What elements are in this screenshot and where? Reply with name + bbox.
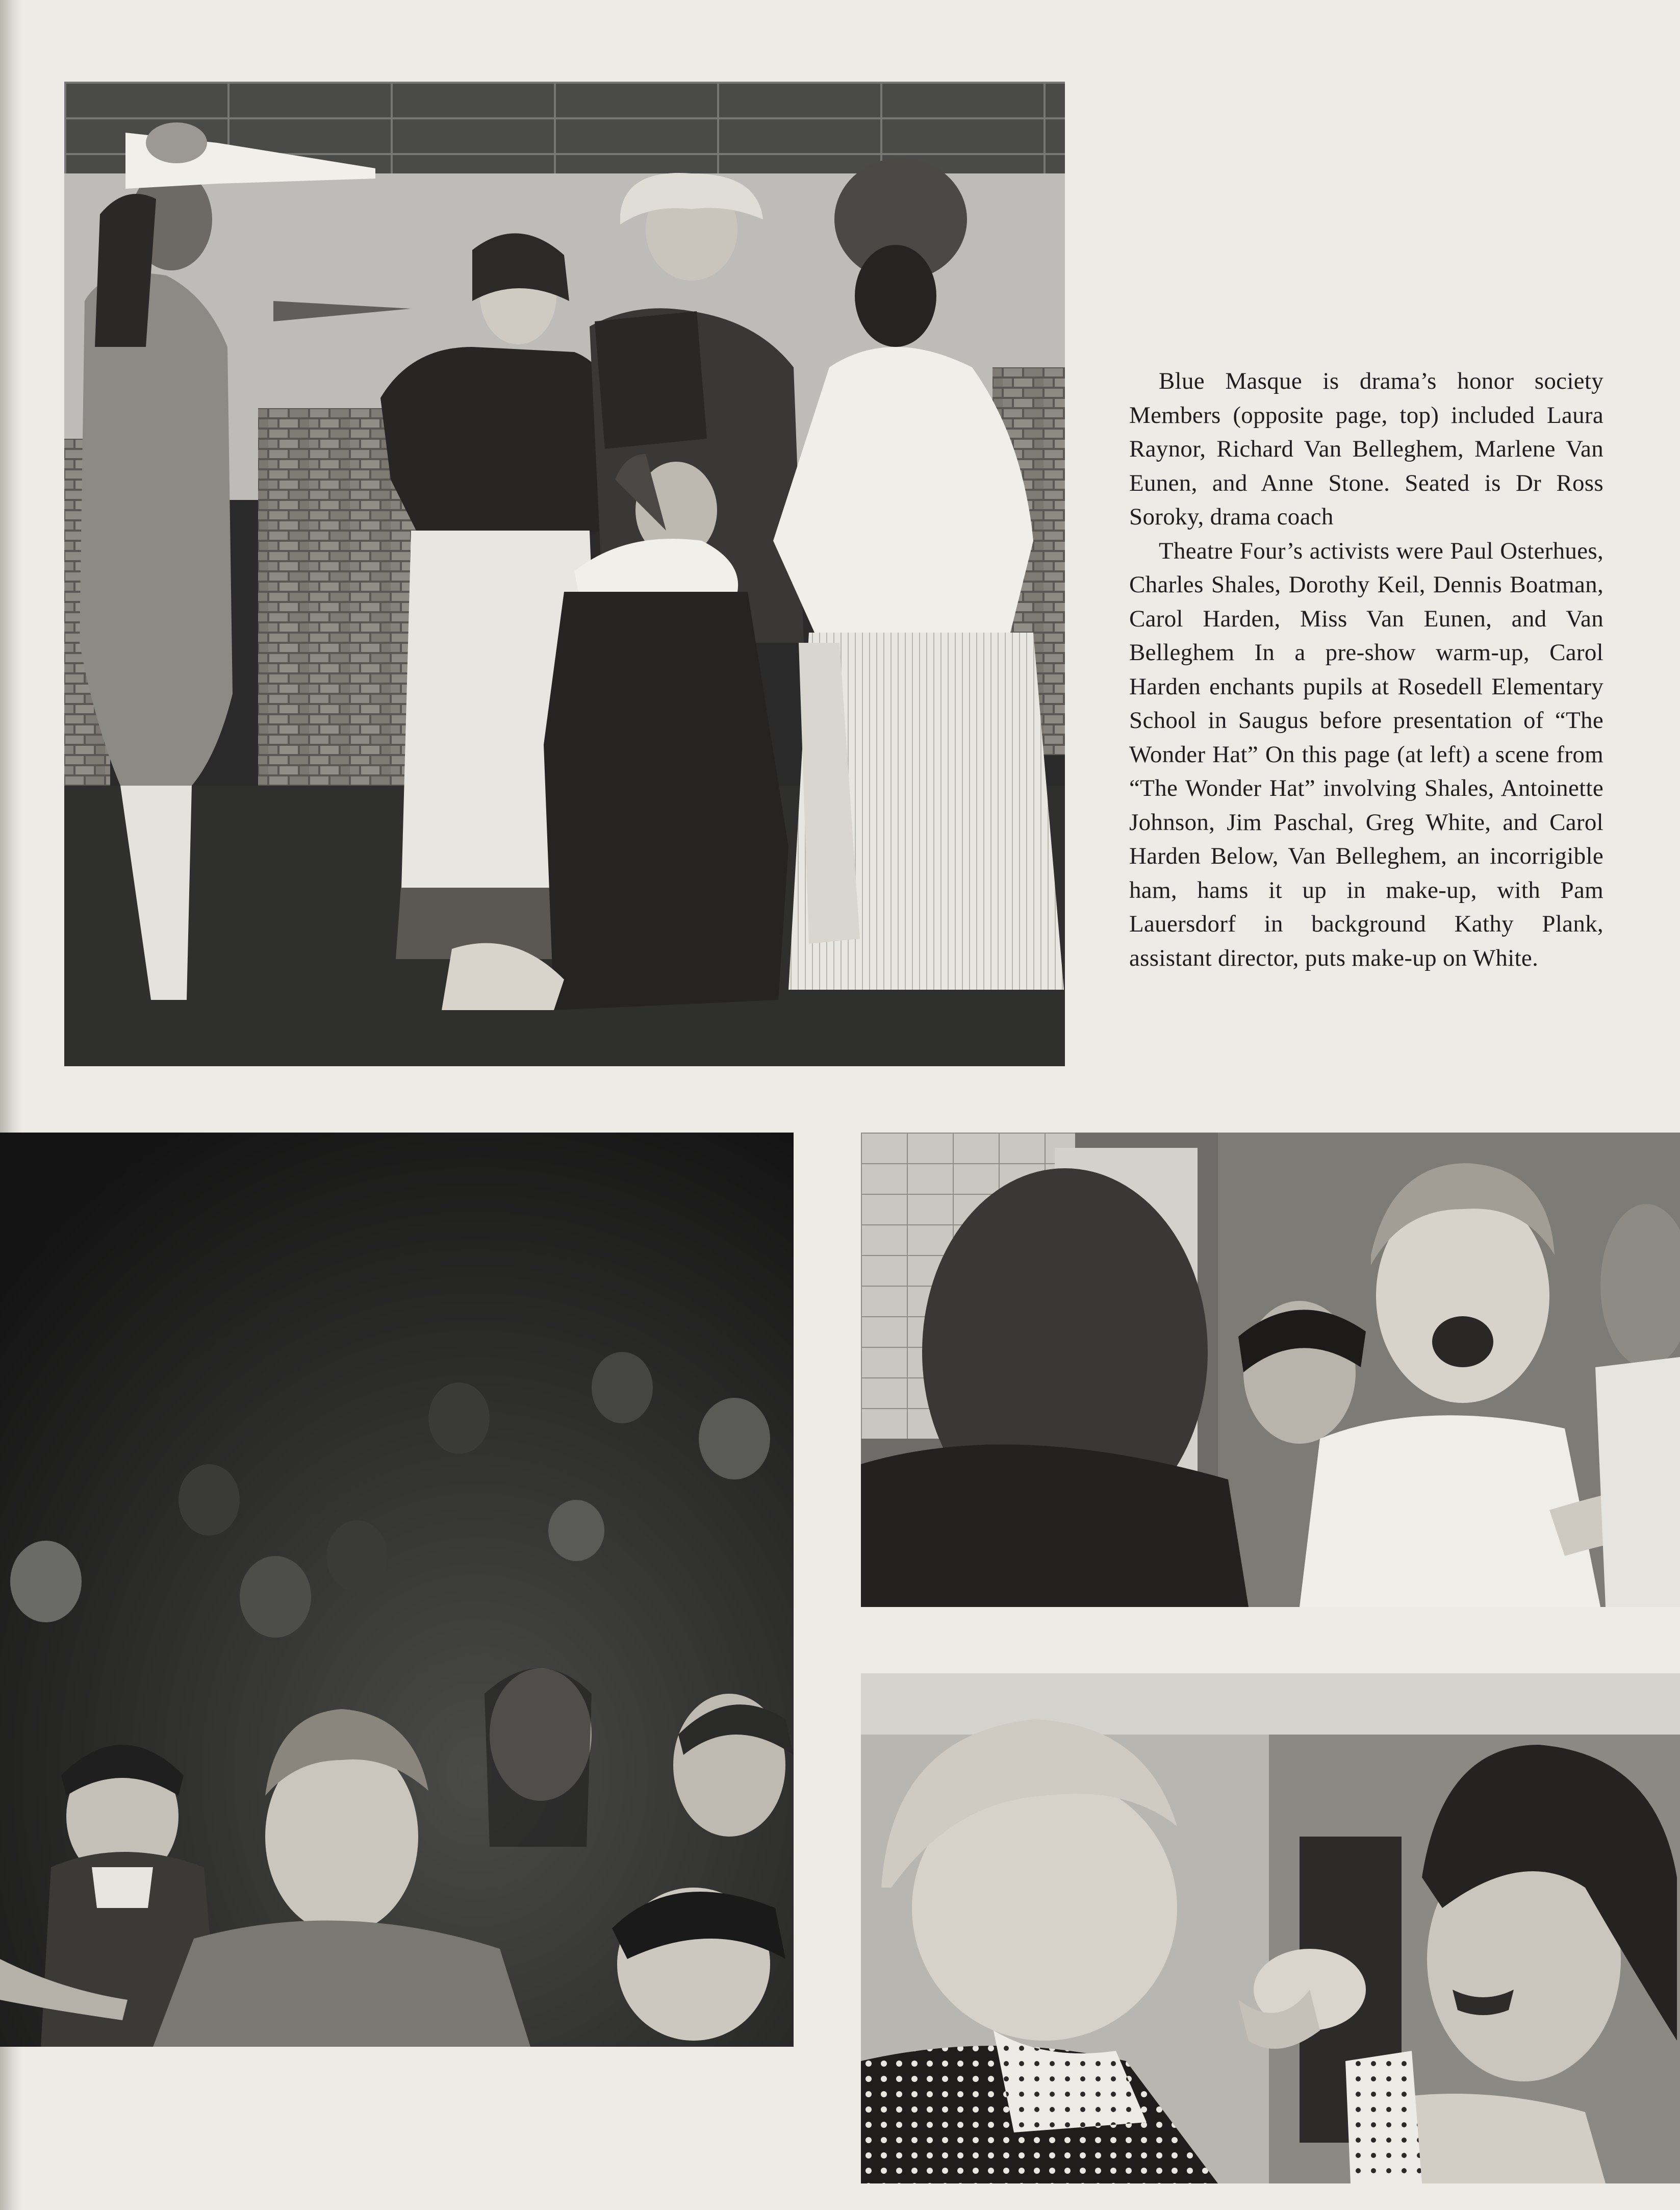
photo-makeup-laugh [861,1133,1680,1607]
photo-makeup-apply [861,1673,1680,2183]
caption-paragraph: Blue Masque is drama’s honor society Members (opposite page, top) included Laura Raynor, Richard Van Belleghem, Marlene Van Eunen, and Anne Stone. Seated is Dr Ross Soroky, drama coach [1129,368,1603,530]
caption-text [1129,364,1603,975]
photo-school-audience [0,1133,794,2047]
caption-paragraph: Theatre Four’s activists were Paul Osterhues, Charles Shales, Dorothy Keil, Dennis Boatman, Carol Harden, Miss Van Eunen, and Van Belleghem In a pre-show warm-up, Carol Harden enchants pupils at Rosedell Elementary School in Saugus before presentation of “The Wonder Hat” On this page (at left) a scene from “The Wonder Hat” involving Shales, Antoinette Johnson, Jim Paschal, Greg White, and Carol Harden Below, Van Belleghem, an incorrigible ham, hams it up in make-up, with Pam Lauersdorf in background Kathy Plank, assistant director, puts make-up on White. [1129,537,1603,971]
photo-stage-scene [64,82,1065,1066]
